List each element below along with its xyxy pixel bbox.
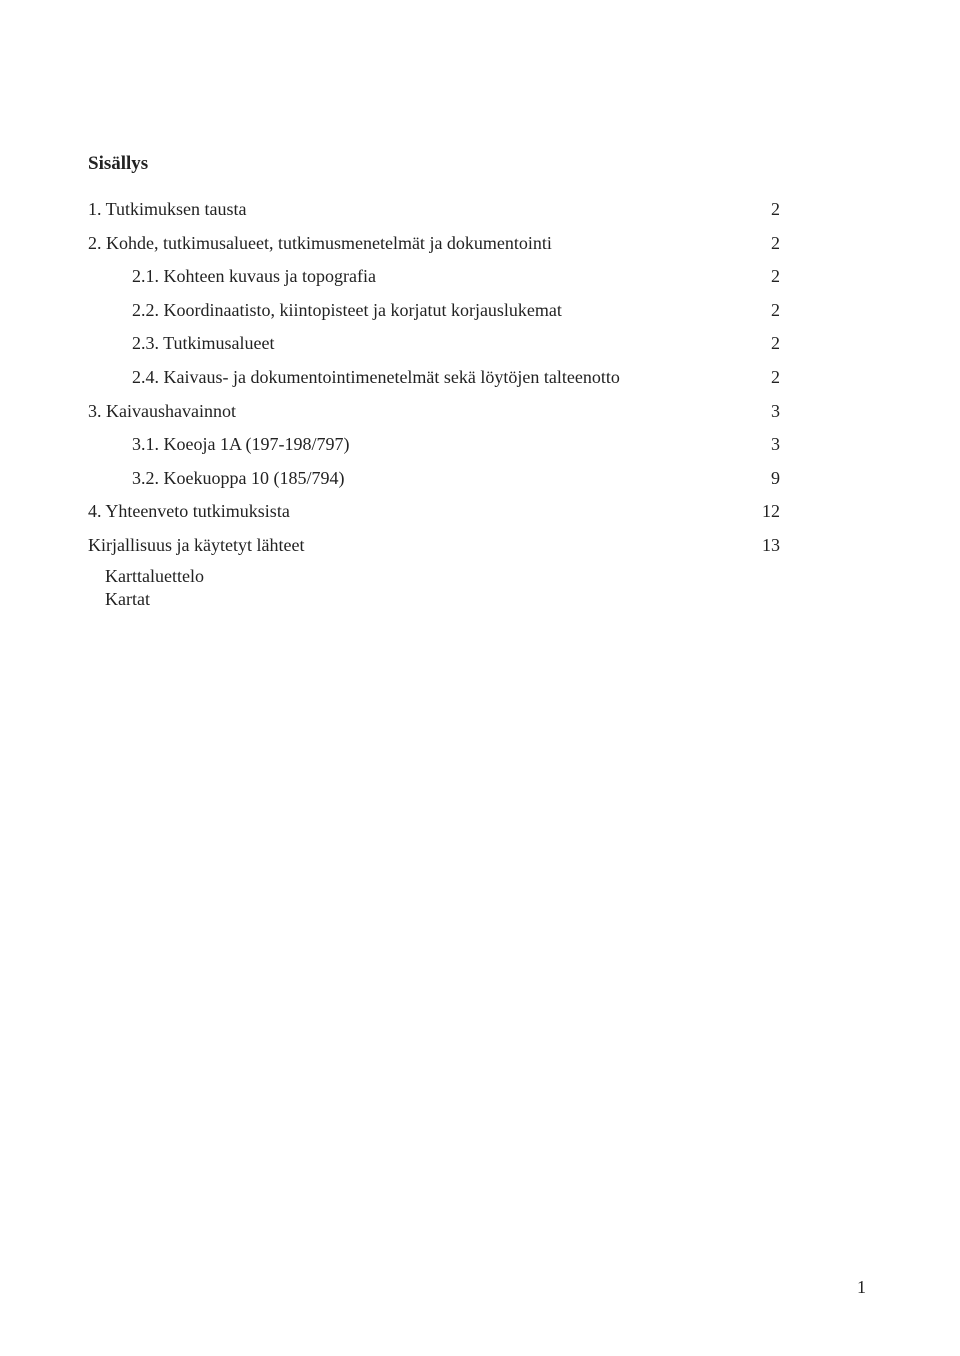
toc-entry-text: 2.4. Kaivaus- ja dokumentointimenetelmät sekä löytöjen talteenotto <box>132 366 620 387</box>
toc-entry[interactable] <box>88 365 780 399</box>
toc-entry-text: 2.1. Kohteen kuvaus ja topografia <box>132 266 376 287</box>
toc-entry[interactable] <box>88 331 780 365</box>
toc-entry-page: 2 <box>771 299 780 320</box>
toc-title: Sisällys <box>88 153 149 174</box>
toc-entry[interactable] <box>88 466 780 500</box>
toc-entry-text: 2.3. Tutkimusalueet <box>132 333 275 354</box>
toc-entry-page: 2 <box>771 333 780 354</box>
toc-entry-text: Kirjallisuus ja käytetyt lähteet <box>88 534 305 555</box>
toc-entry-text: 1. Tutkimuksen tausta <box>88 199 247 219</box>
toc-entry[interactable] <box>88 197 780 231</box>
page-number: 1 <box>857 1277 866 1297</box>
toc-entry-page: 2 <box>771 266 780 287</box>
toc-entry-page: 9 <box>771 467 780 488</box>
table-of-contents <box>88 197 780 567</box>
toc-entry[interactable] <box>88 231 780 265</box>
appendix-item: Kartat <box>105 589 150 609</box>
toc-entry-text: 3. Kaivaushavainnot <box>88 400 236 421</box>
toc-entry-text: 3.2. Koekuoppa 10 (185/794) <box>132 467 345 488</box>
toc-entry-page: 2 <box>771 199 780 219</box>
toc-entry-page: 2 <box>771 366 780 387</box>
toc-entry-page: 2 <box>771 232 780 253</box>
toc-entry-text: 4. Yhteenveto tutkimuksista <box>88 501 290 522</box>
toc-entry[interactable] <box>88 432 780 466</box>
toc-entry-text: 2. Kohde, tutkimusalueet, tutkimusmenetelmät ja dokumentointi <box>88 232 552 253</box>
toc-entry[interactable] <box>88 298 780 332</box>
toc-entry-page: 13 <box>762 534 780 555</box>
appendix-list <box>105 565 204 611</box>
toc-entry-page: 12 <box>762 501 780 522</box>
toc-entry-text: 2.2. Koordinaatisto, kiintopisteet ja korjatut korjauslukemat <box>132 299 562 320</box>
toc-entry[interactable] <box>88 533 780 567</box>
toc-entry[interactable] <box>88 399 780 433</box>
toc-entry-page: 3 <box>771 400 780 421</box>
toc-entry-page: 3 <box>771 434 780 455</box>
toc-entry[interactable] <box>88 264 780 298</box>
toc-entry-text: 3.1. Koeoja 1A (197-198/797) <box>132 434 350 455</box>
appendix-item: Karttaluettelo <box>105 566 204 586</box>
toc-entry[interactable] <box>88 499 780 533</box>
